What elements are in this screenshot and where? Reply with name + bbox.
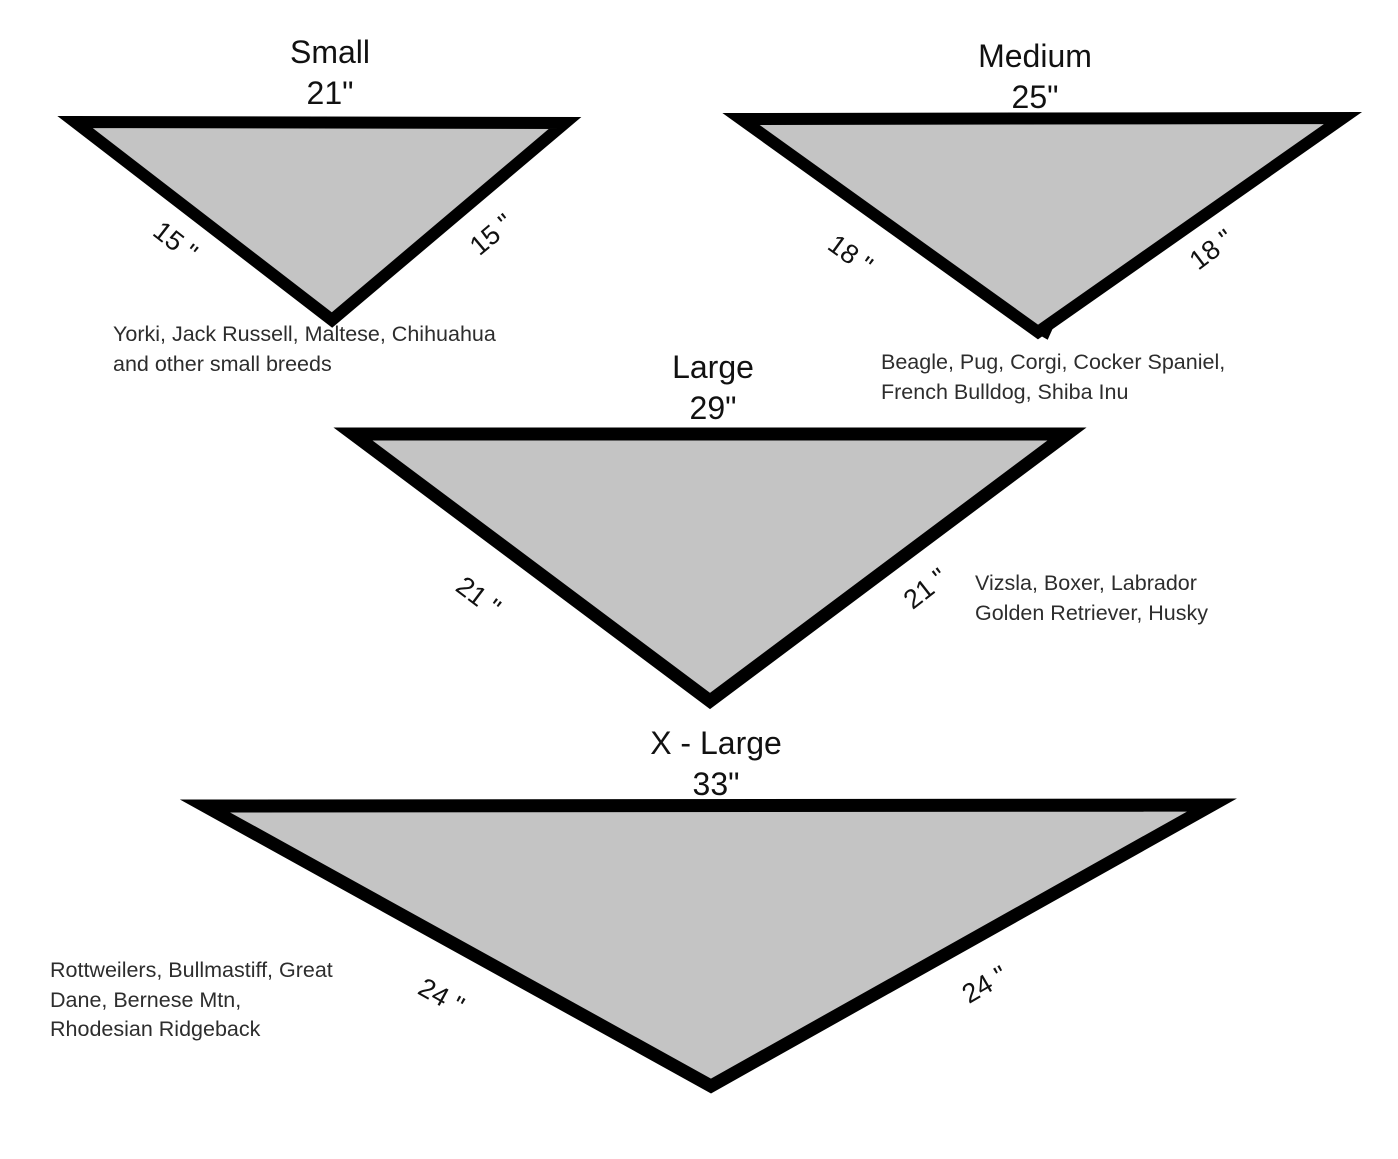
size-name-label: Medium <box>978 38 1092 74</box>
size-name-label: Large <box>672 349 754 385</box>
breed-line: and other small breeds <box>113 351 332 376</box>
top-width-label: 25" <box>1011 78 1059 115</box>
top-width-label: 21" <box>306 74 354 111</box>
bandana-triangle-xlarge <box>196 795 1222 1095</box>
breed-line: Yorki, Jack Russell, Maltese, Chihuahua <box>113 322 496 346</box>
size-name-label: Small <box>289 34 370 70</box>
breed-line: Rhodesian Ridgeback <box>50 1017 261 1042</box>
bandana-triangle-medium <box>732 108 1354 340</box>
right-side-length-label: 21 " <box>897 562 954 615</box>
bandana-triangle-large <box>344 423 1076 711</box>
right-side-length-label: 15 " <box>463 207 520 262</box>
size-title-small <box>180 32 480 114</box>
breed-line: Dane, Bernese Mtn, <box>50 987 242 1012</box>
size-title-xlarge <box>566 723 866 805</box>
left-side-length-label: 15 " <box>147 215 204 268</box>
left-side-length-label: 21 " <box>450 570 507 623</box>
size-title-large <box>563 347 863 429</box>
breed-list-large <box>975 569 1208 628</box>
breed-line: Vizsla, Boxer, Labrador <box>975 571 1197 595</box>
top-width-label: 29" <box>689 389 737 426</box>
breed-line: French Bulldog, Shiba Inu <box>881 379 1129 404</box>
top-width-label: 33" <box>692 765 740 802</box>
right-side-length-label: 24 " <box>956 959 1013 1010</box>
left-side-length-label: 24 " <box>413 972 470 1022</box>
triangle-shape <box>353 434 1067 701</box>
breed-list-xlarge <box>50 956 333 1045</box>
right-side-length-label: 18 " <box>1183 223 1240 276</box>
breed-list-small <box>113 320 496 379</box>
size-name-label: X - Large <box>650 725 782 761</box>
left-side-length-label: 18 " <box>822 228 879 281</box>
size-title-medium <box>885 36 1185 118</box>
triangle-shape <box>741 118 1343 332</box>
breed-line: Golden Retriever, Husky <box>975 600 1209 625</box>
breed-list-medium <box>881 348 1225 407</box>
triangle-shape <box>205 805 1212 1086</box>
breed-line: Rottweilers, Bullmastiff, Great <box>50 958 333 982</box>
breed-line: Beagle, Pug, Corgi, Cocker Spaniel, <box>881 350 1226 374</box>
